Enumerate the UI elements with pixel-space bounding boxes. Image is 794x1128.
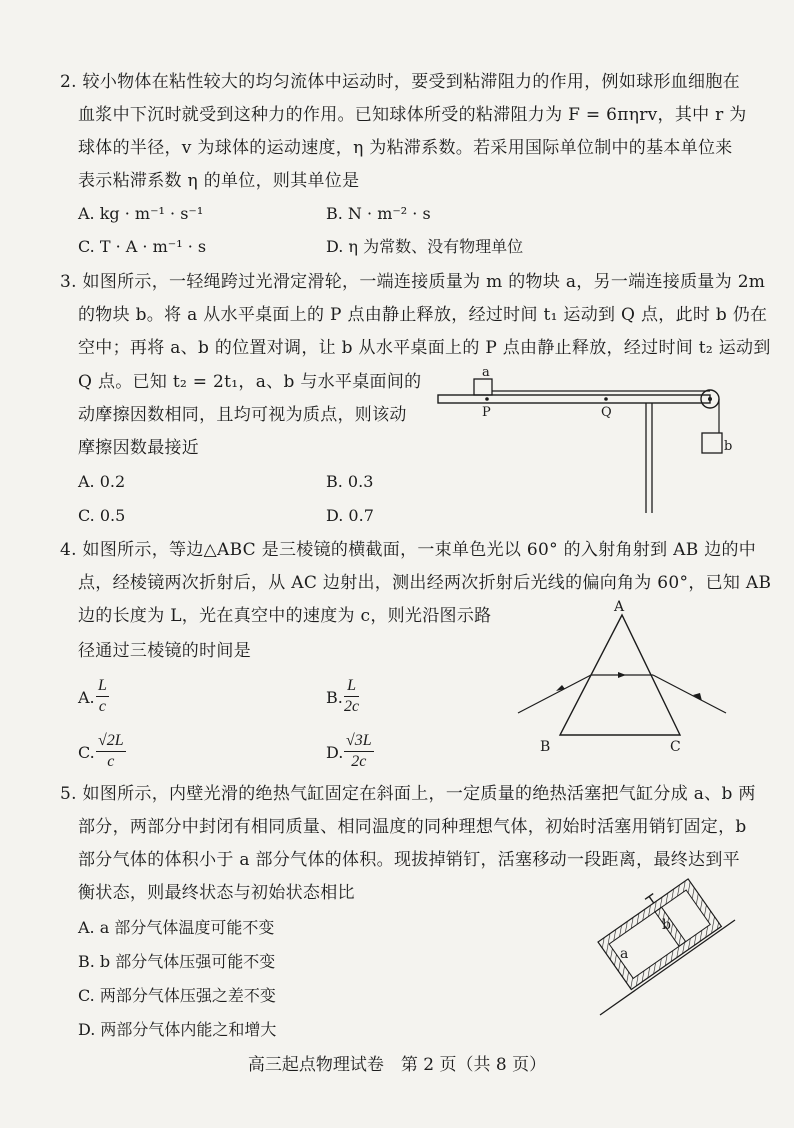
q3-option-a: A. 0.2 (78, 472, 126, 491)
fig3-label-b: b (724, 439, 733, 454)
q3-line-4: Q 点。已知 t₂ = 2t₁，a、b 与水平桌面间的 (78, 372, 422, 392)
q4-option-b-num: L (344, 676, 359, 697)
q4-option-c-fraction (96, 731, 126, 772)
q4-option-b-fraction (344, 676, 359, 717)
fig4-label-A: A (614, 599, 625, 615)
q4-option-a-fraction (96, 676, 109, 717)
q4-option-a-label: A. (78, 688, 95, 707)
q5-option-d: D. 两部分气体内能之和增大 (78, 1020, 277, 1039)
q4-option-c-label: C. (78, 743, 95, 762)
fig5-label-b: b (662, 917, 671, 933)
q3-line-1: 3. 如图所示，一轻绳跨过光滑定滑轮，一端连接质量为 m 的物块 a，另一端连接质量为 2m (60, 272, 766, 292)
q2-line-3: 球体的半径，v 为球体的运动速度，η 为粘滞系数。若采用国际单位制中的基本单位来 (78, 138, 733, 158)
q4-option-a-num: L (96, 676, 109, 697)
q4-option-d-den: 2c (351, 753, 367, 770)
q4-option-d-num: √3L (344, 731, 374, 752)
q5-line-3: 部分气体的体积小于 a 部分气体的体积。现拔掉销钉，活塞移动一段距离，最终达到平 (78, 850, 740, 870)
fig3-label-p: P (482, 405, 491, 420)
q2-option-d: D. η 为常数、没有物理单位 (326, 237, 524, 256)
q4-option-c-den: c (107, 753, 115, 770)
q4-line-3: 边的长度为 L，光在真空中的速度为 c，则光沿图示路 (78, 606, 492, 626)
q4-option-b-den: 2c (344, 698, 360, 715)
q3-line-2: 的物块 b。将 a 从水平桌面上的 P 点由静止释放，经过时间 t₁ 运动到 Q 点，此时 b 仍在 (78, 305, 768, 325)
q3-option-c: C. 0.5 (78, 506, 126, 525)
q5-option-c: C. 两部分气体压强之差不变 (78, 986, 276, 1005)
q3-option-d: D. 0.7 (326, 506, 374, 525)
q5-option-b: B. b 部分气体压强可能不变 (78, 952, 276, 971)
q5-option-a: A. a 部分气体温度可能不变 (78, 918, 275, 937)
q4-line-2: 点，经棱镜两次折射后，从 AC 边射出，测出经两次折射后光线的偏向角为 60°，已知 AB (78, 573, 772, 593)
q4-option-d-fraction (344, 731, 374, 772)
cylinder-incline-diagram (570, 890, 740, 1020)
q2-line-2: 血浆中下沉时就受到这种力的作用。已知球体所受的粘滞阻力为 F = 6πηrv，其中 r 为 (78, 105, 747, 125)
q3-option-b: B. 0.3 (326, 472, 374, 491)
fig5-label-a: a (620, 946, 629, 962)
fig4-label-B: B (540, 739, 551, 755)
q3-line-5: 动摩擦因数相同，且均可视为质点，则该动 (78, 405, 407, 425)
q2-line-4: 表示粘滞系数 η 的单位，则其单位是 (78, 171, 360, 191)
q3-line-3: 空中；再将 a、b 的位置对调，让 b 从水平桌面上的 P 点由静止释放，经过时间 t₂ 运动到 (78, 338, 771, 358)
q4-option-b-label: B. (326, 688, 343, 707)
q2-line-1: 2. 较小物体在粘性较大的均匀流体中运动时，要受到粘滞阻力的作用，例如球形血细胞在 (60, 72, 740, 92)
fig3-label-q: Q (601, 405, 612, 420)
q2-option-b: B. N · m⁻² · s (326, 204, 431, 223)
q3-line-6: 摩擦因数最接近 (78, 438, 200, 458)
q4-option-c-num: √2L (96, 731, 126, 752)
fig4-label-C: C (670, 739, 681, 755)
q2-option-a: A. kg · m⁻¹ · s⁻¹ (78, 204, 204, 223)
pulley-table-diagram (430, 365, 750, 515)
q4-option-a-den: c (98, 698, 106, 715)
q4-option-d-label: D. (326, 743, 344, 762)
page-footer: 高三起点物理试卷 第 2 页（共 8 页） (247, 1055, 547, 1075)
q5-line-4: 衡状态，则最终状态与初始状态相比 (78, 883, 355, 903)
q2-option-c: C. T · A · m⁻¹ · s (78, 237, 207, 256)
fig3-label-a: a (482, 365, 490, 380)
q5-line-1: 5. 如图所示，内壁光滑的绝热气缸固定在斜面上，一定质量的绝热活塞把气缸分成 a、b 两 (60, 784, 756, 804)
q5-line-2: 部分，两部分中封闭有相同质量、相同温度的同种理想气体，初始时活塞用销钉固定，b (78, 817, 747, 837)
q4-line-4: 径通过三棱镜的时间是 (78, 641, 251, 661)
prism-diagram (510, 605, 750, 755)
q4-line-1: 4. 如图所示，等边△ABC 是三棱镜的横截面，一束单色光以 60° 的入射角射到 AB 边的中 (60, 540, 757, 560)
